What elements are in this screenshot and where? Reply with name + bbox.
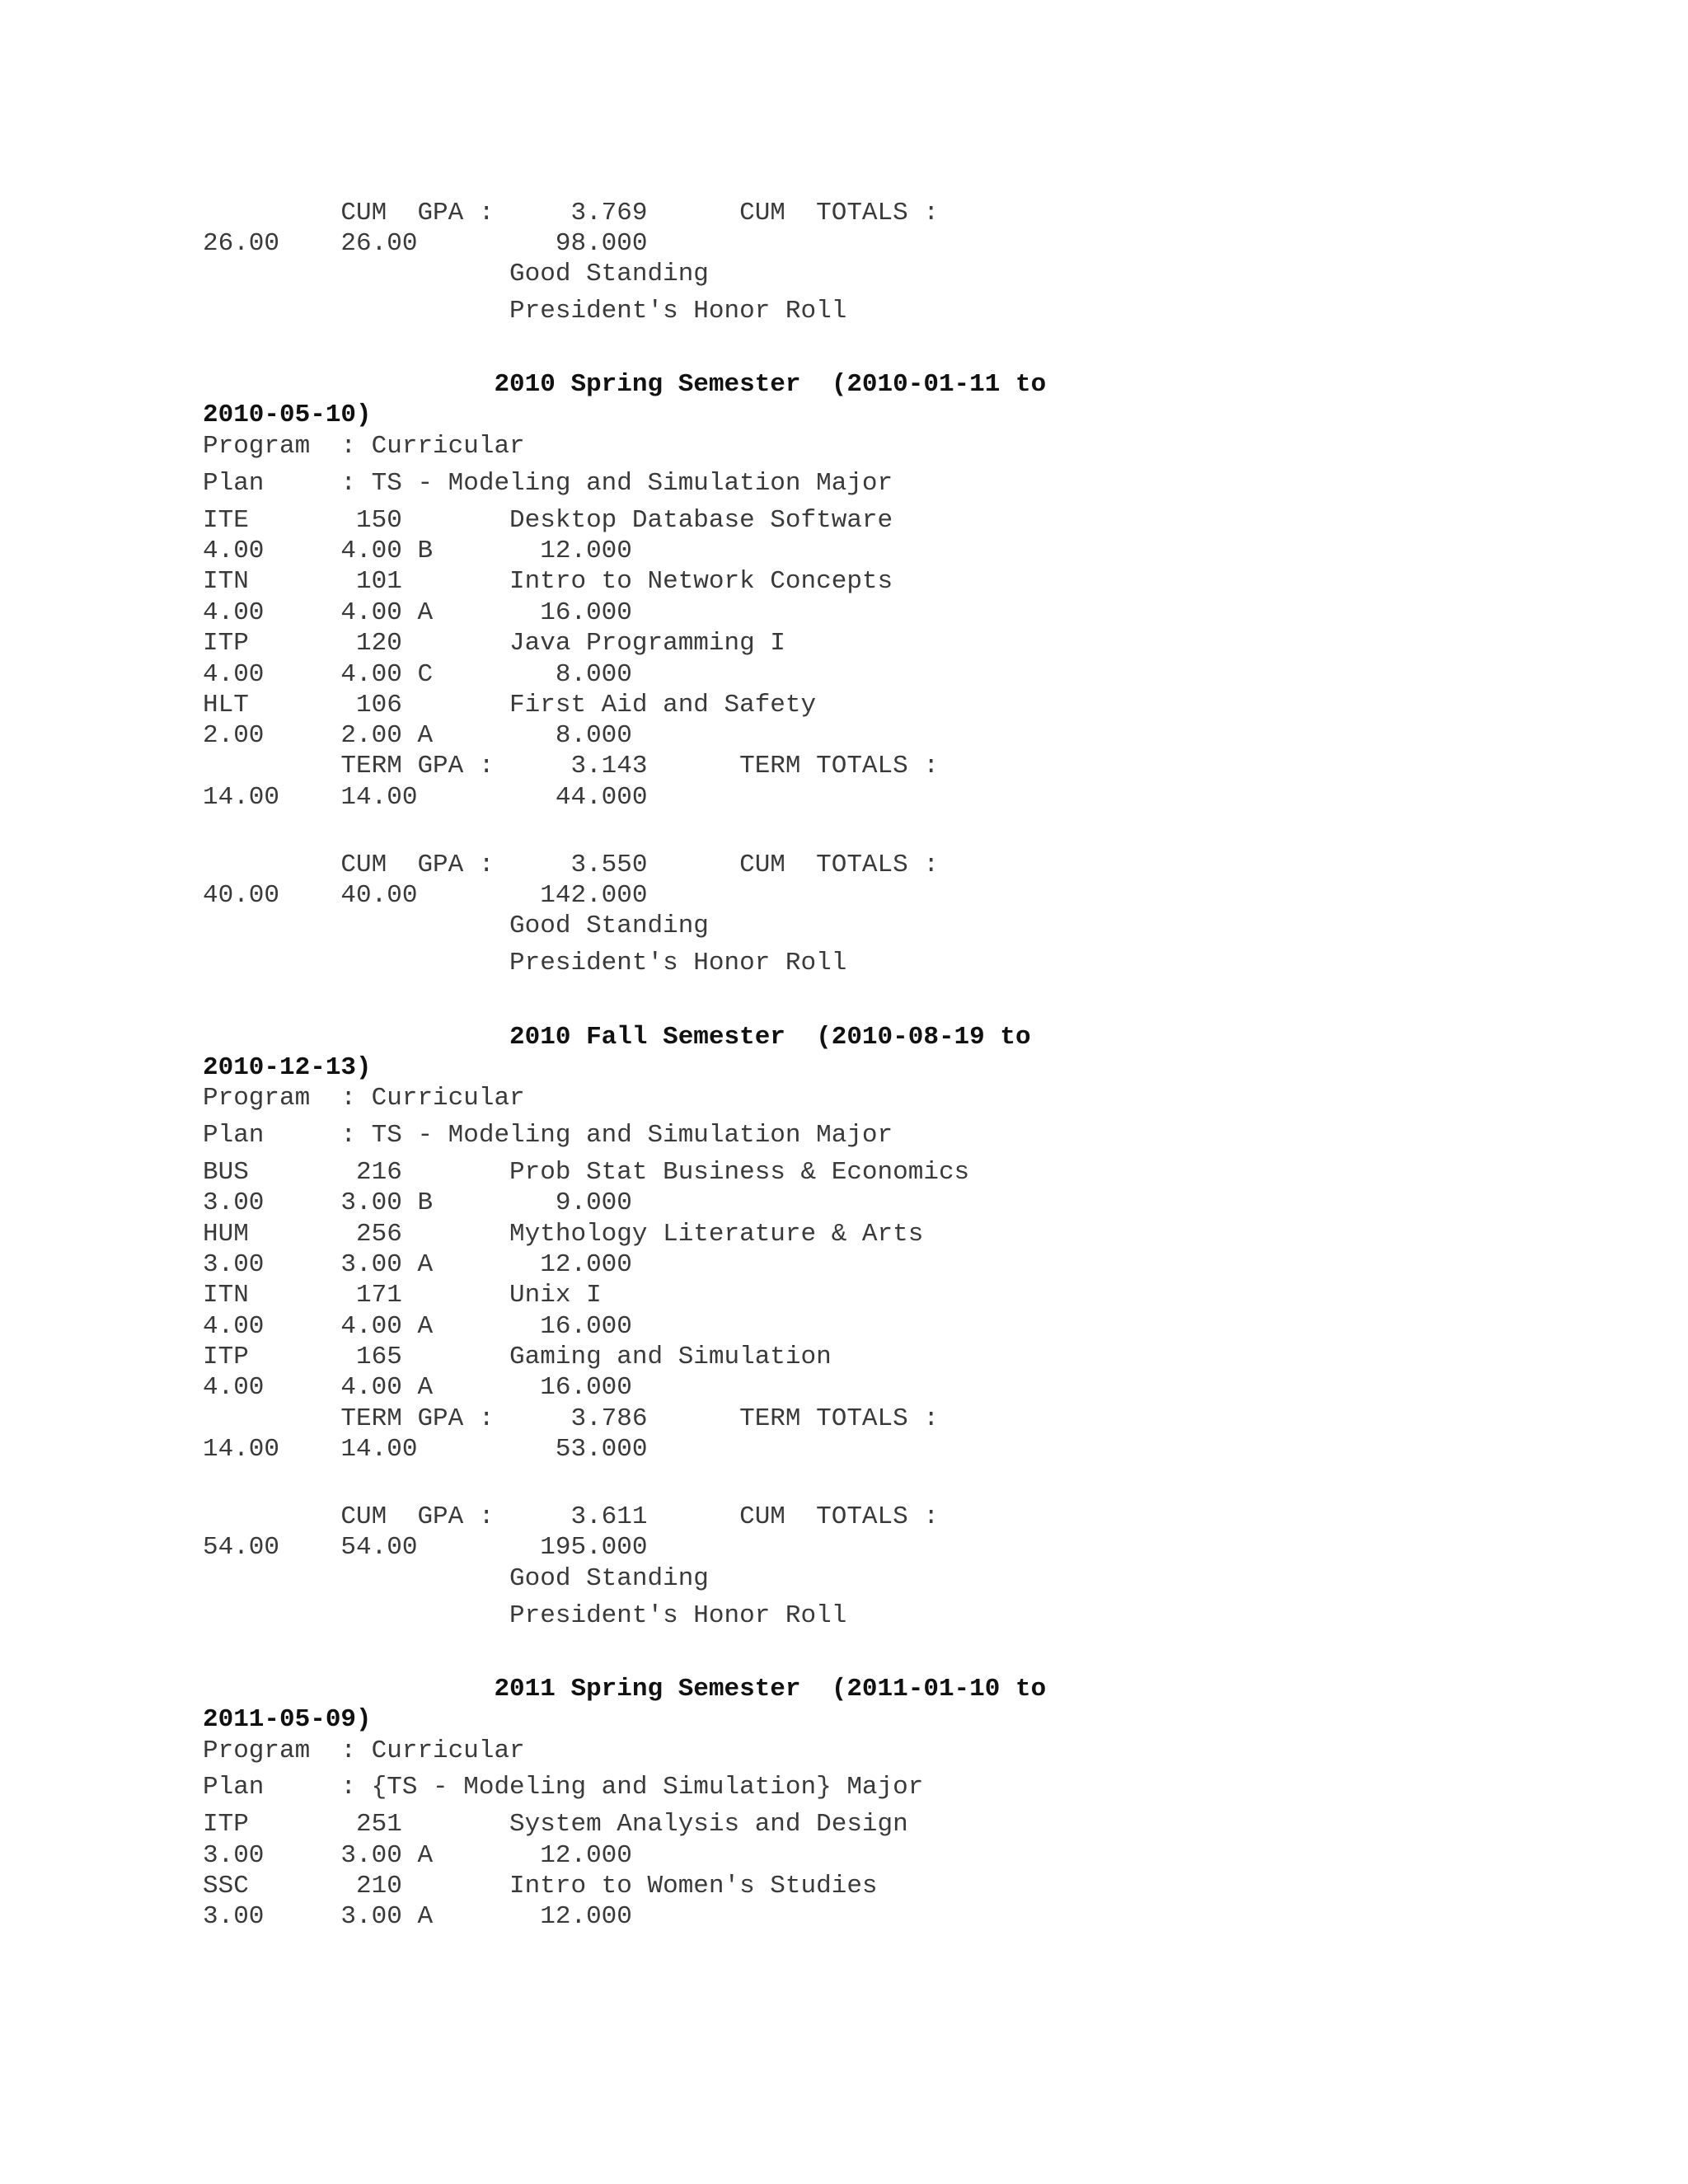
course-line: BUS 216 Prob Stat Business & Economics: [203, 1158, 970, 1187]
term-gpa-line: TERM GPA : 3.143 TERM TOTALS :: [203, 752, 939, 780]
course-grade-line: 2.00 2.00 A 8.000: [203, 721, 632, 750]
semester-end-date: 2010-12-13): [203, 1053, 372, 1082]
cum-totals-values: 54.00 54.00 195.000: [203, 1533, 648, 1562]
program-line: Program : Curricular: [203, 1736, 525, 1765]
course-line: ITE 150 Desktop Database Software: [203, 506, 893, 535]
program-line: Program : Curricular: [203, 1084, 525, 1113]
term-totals-values: 14.00 14.00 53.000: [203, 1435, 648, 1464]
course-line: HUM 256 Mythology Literature & Arts: [203, 1220, 924, 1249]
cum-totals-values: 26.00 26.00 98.000: [203, 229, 648, 258]
plan-line: Plan : {TS - Modeling and Simulation} Major: [203, 1773, 924, 1802]
semester-end-date: 2011-05-09): [203, 1705, 372, 1734]
honor-roll-text: President's Honor Roll: [203, 1601, 847, 1630]
course-grade-line: 4.00 4.00 A 16.000: [203, 598, 632, 627]
semester-end-date: 2010-05-10): [203, 401, 372, 429]
cum-gpa-line: CUM GPA : 3.550 CUM TOTALS :: [203, 851, 939, 879]
program-line: Program : Curricular: [203, 432, 525, 461]
course-grade-line: 3.00 3.00 A 12.000: [203, 1250, 632, 1279]
course-line: ITN 101 Intro to Network Concepts: [203, 567, 893, 596]
course-line: ITN 171 Unix I: [203, 1281, 602, 1310]
plan-line: Plan : TS - Modeling and Simulation Major: [203, 469, 893, 498]
standing-text: Good Standing: [203, 1564, 709, 1593]
course-grade-line: 4.00 4.00 C 8.000: [203, 660, 632, 689]
standing-text: Good Standing: [203, 912, 709, 940]
course-line: ITP 120 Java Programming I: [203, 629, 785, 658]
honor-roll-text: President's Honor Roll: [203, 297, 847, 326]
cum-gpa-line: CUM GPA : 3.769 CUM TOTALS :: [203, 199, 939, 227]
cum-gpa-line: CUM GPA : 3.611 CUM TOTALS :: [203, 1502, 939, 1531]
course-line: ITP 165 Gaming and Simulation: [203, 1343, 832, 1371]
course-grade-line: 3.00 3.00 A 12.000: [203, 1841, 632, 1870]
semester-heading: 2010 Spring Semester (2010-01-11 to: [203, 370, 1047, 399]
course-grade-line: 4.00 4.00 B 12.000: [203, 537, 632, 565]
course-grade-line: 3.00 3.00 A 12.000: [203, 1902, 632, 1931]
course-line: SSC 210 Intro to Women's Studies: [203, 1872, 878, 1900]
term-gpa-line: TERM GPA : 3.786 TERM TOTALS :: [203, 1404, 939, 1433]
term-totals-values: 14.00 14.00 44.000: [203, 783, 648, 812]
standing-text: Good Standing: [203, 260, 709, 288]
course-grade-line: 4.00 4.00 A 16.000: [203, 1373, 632, 1402]
course-line: ITP 251 System Analysis and Design: [203, 1810, 908, 1839]
course-grade-line: 4.00 4.00 A 16.000: [203, 1312, 632, 1341]
course-grade-line: 3.00 3.00 B 9.000: [203, 1188, 632, 1217]
semester-heading: 2010 Fall Semester (2010-08-19 to: [203, 1023, 1031, 1052]
honor-roll-text: President's Honor Roll: [203, 949, 847, 977]
semester-heading: 2011 Spring Semester (2011-01-10 to: [203, 1675, 1047, 1704]
plan-line: Plan : TS - Modeling and Simulation Major: [203, 1121, 893, 1150]
cum-totals-values: 40.00 40.00 142.000: [203, 881, 648, 910]
course-line: HLT 106 First Aid and Safety: [203, 691, 817, 719]
